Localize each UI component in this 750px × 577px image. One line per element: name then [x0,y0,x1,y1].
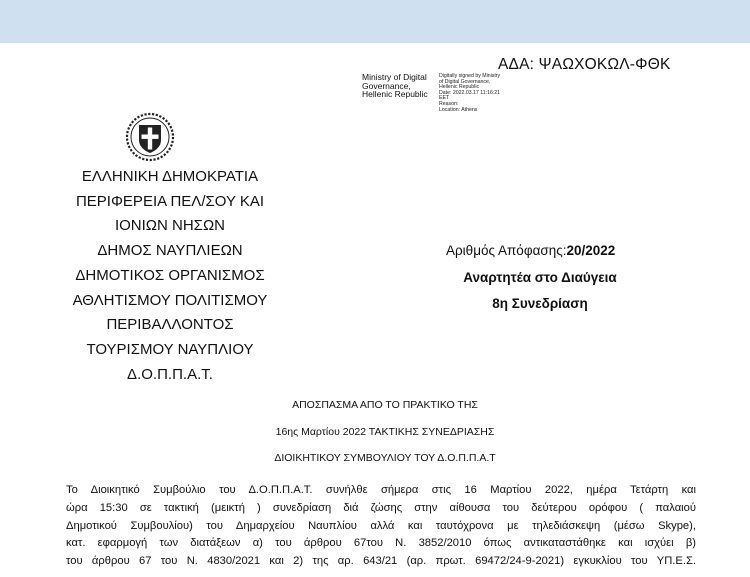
top-banner [0,0,750,43]
signature-detail-line: of Digital Governance, [439,78,491,85]
issuer-line: ΑΘΛΗΤΙΣΜΟΥ ΠΟΛΙΤΙΣΜΟΥ [72,291,268,309]
issuer-line: ΤΟΥΡΙΣΜΟΥ ΝΑΥΠΛΙΟΥ [86,340,254,358]
body-line: κατ. εφαρμογή των διατάξεων α) του άρθρου 67του Ν. 3852/2010 όπως αντικαταστάθηκε και ισχύει β) [66,537,696,550]
extract-line: 16ης Μαρτίου 2022 ΤΑΚΤΙΚΗΣ ΣΥΝΕΔΡΙΑΣΗΣ [275,425,495,438]
body-line: Το Διοικητικό Συμβούλιο του Δ.Ο.Π.Π.Α.Τ. συνήλθε σήμερα στις 16 Μαρτίου 2022, ημέρα Τετάρτη και [66,484,696,496]
decision-number-label: Αριθμός Απόφασης: [446,243,567,258]
signature-signer [362,73,428,99]
signature-signer-line: Governance, [362,80,411,91]
issuer-block [55,165,285,387]
signature-details [439,74,500,113]
session-number: 8η Συνεδρίαση [492,296,588,311]
issuer-line: ΔΗΜΟΤΙΚΟΣ ΟΡΓΑΝΙΣΜΟΣ [75,266,265,284]
issuer-line: ΙΟΝΙΩΝ ΝΗΣΩΝ [114,217,226,235]
extract-line: ΑΠΟΣΠΑΣΜΑ ΑΠΟ ΤΟ ΠΡΑΚΤΙΚΟ ΤΗΣ [292,399,478,411]
body-line: Δημοτικού Συμβουλίου) του Δημαρχείου Ναυπλίου αλλά και ταυτόχρονα με τηλεδιάσκεψη (μέσω Skype), [66,519,696,532]
issuer-line: ΠΕΡΙΒΑΛΛΟΝΤΟΣ [106,316,234,334]
decision-number [420,238,660,265]
body-line: ώρα 15:30 σε τακτική (μεικτή ) συνεδρίαση διά ζώσης στην αίθουσα του δεύτερου ορόφου ( παλαιού [66,501,696,514]
issuer-line: ΔΗΜΟΣ ΝΑΥΠΛΙΕΩΝ [97,242,243,260]
extract-line: ΔΙΟΙΚΗΤΙΚΟΥ ΣΥΜΒΟΥΛΙΟΥ ΤΟΥ Δ.Ο.Π.Π.Α.Τ [274,452,496,464]
greek-coat-of-arms-icon [125,112,175,162]
signature-detail-line: Location: Athens [439,106,478,113]
decision-block [420,238,660,318]
signature-signer-line: Hellenic Republic [362,89,428,99]
body-line: του άρθρου 67 του Ν. 4830/2021 και 2) της αρ. 643/21 (αρ. πρωτ. 69472/24-9-2021) εγκυκλίου του ΥΠ.Ε.Σ. [66,555,696,568]
extract-heading [160,392,610,472]
issuer-line: ΠΕΡΙΦΕΡΕΙΑ ΠΕΛ/ΣΟΥ ΚΑΙ [75,192,265,210]
issuer-line: Δ.Ο.Π.Π.Α.Τ. [127,365,213,383]
signature-detail-line: Hellenic Republic [439,84,480,91]
minutes-body [66,482,696,571]
signature-signer-line: Ministry of Digital [362,72,427,82]
signature-detail-line: Date: 2022.03.17 11:16:21 [439,89,501,96]
signature-detail-line: Digitally signed by Ministry [439,73,501,79]
decision-number-value: 20/2022 [566,243,616,258]
issuer-line: ΕΛΛΗΝΙΚΗ ΔΗΜΟΚΡΑΤΙΑ [81,168,259,185]
signature-detail-line: Reason: [439,100,459,107]
posting-note: Αναρτητέα στο Διαύγεια [463,269,617,285]
ada-code: ΑΔΑ: ΨΑΩΧΟΚΩΛ-ΦΘΚ [498,56,671,73]
signature-detail-line: EET [439,95,450,102]
